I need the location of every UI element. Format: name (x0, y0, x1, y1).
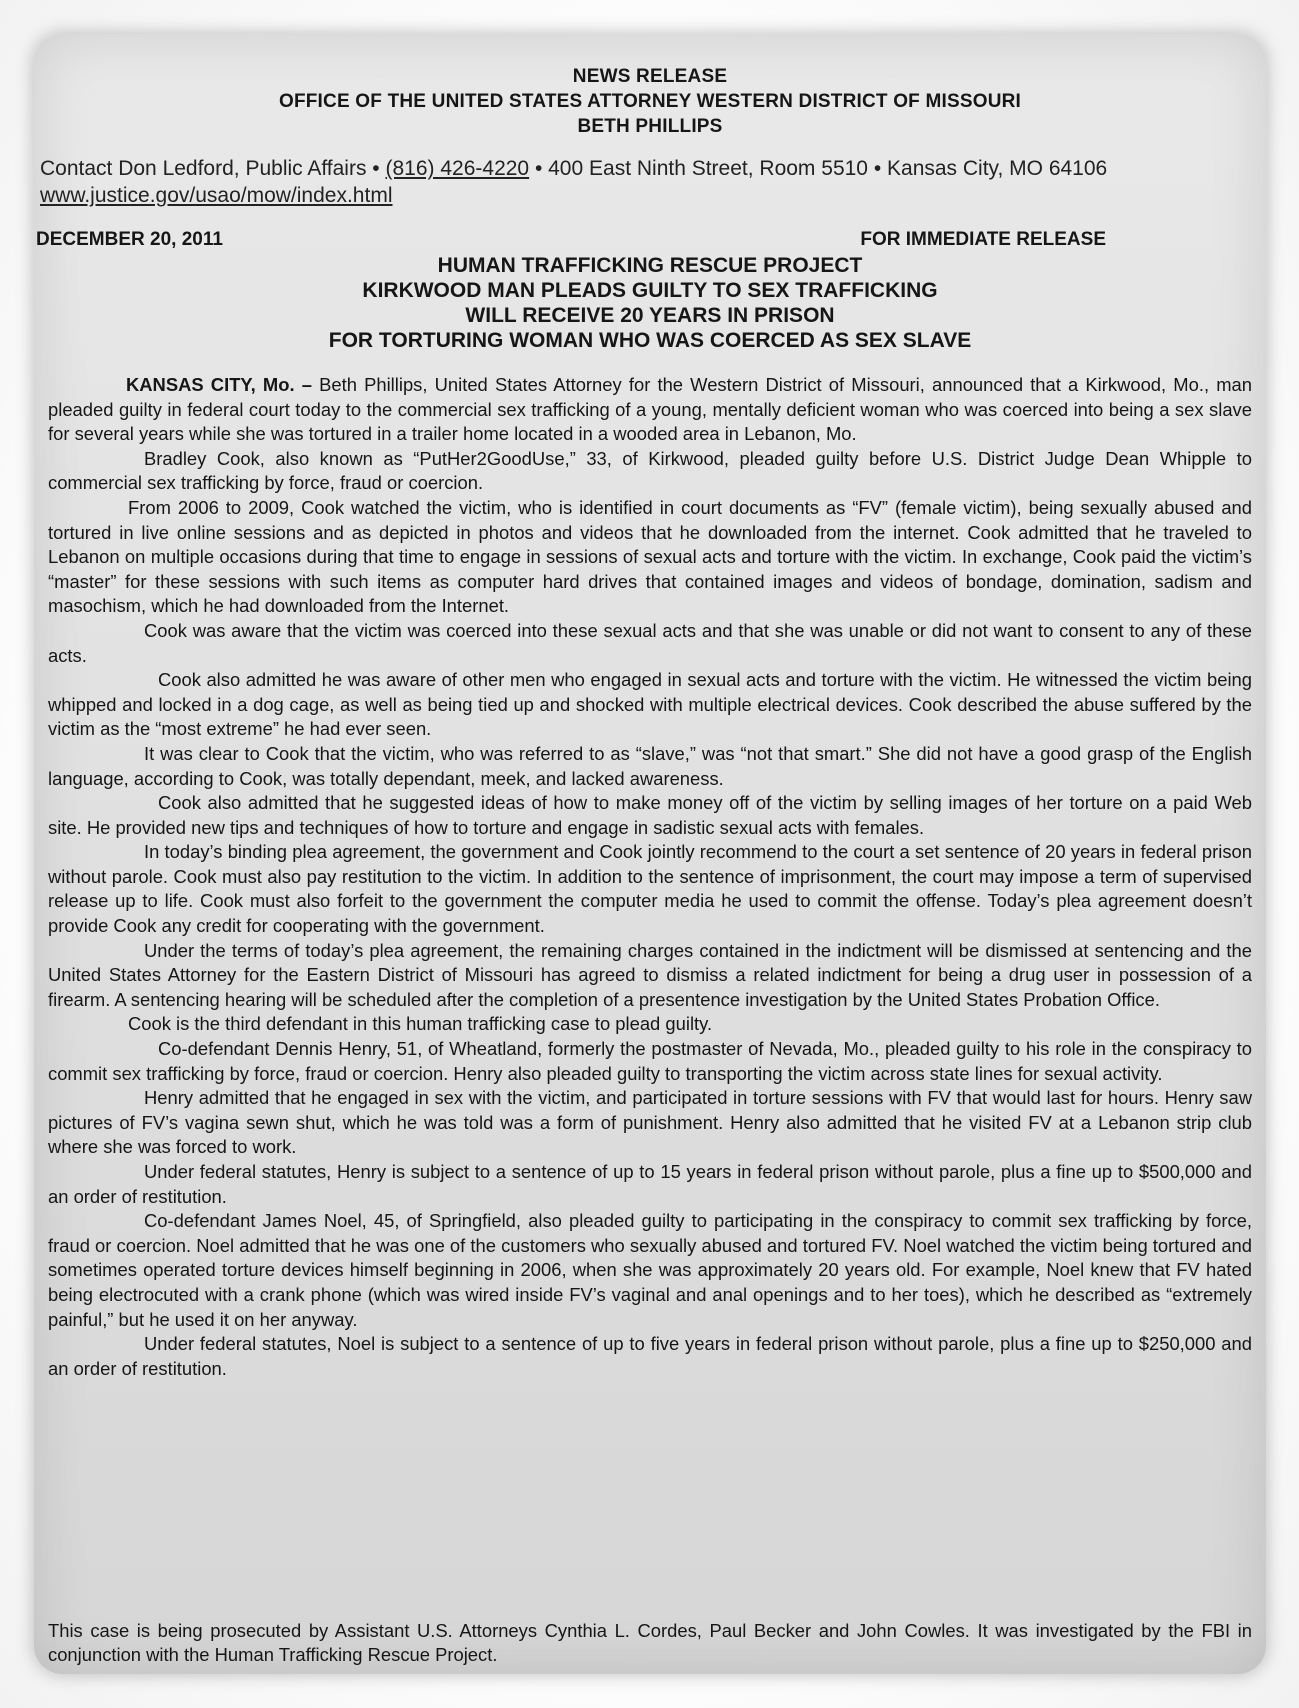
news-release-sheet (34, 34, 1266, 1674)
dateline-place: KANSAS CITY, Mo. – (126, 374, 312, 395)
contact-address: • 400 East Ninth Street, Room 5510 • Kansas City, MO 64106 (529, 157, 1108, 180)
contact-line (40, 155, 1254, 209)
paragraph-text: Beth Phillips, United States Attorney for the Western District of Missouri, announced that a Kirkwood, Mo., man pleaded guilty in federal court today to the commercial sex trafficking of a young, mentally deficient woman who was coerced into being a sex slave for several years while she was tortured in a trailer home located in a wooded area in Lebanon, Mo. (48, 374, 1252, 445)
dateline (36, 229, 1106, 251)
contact-phone: (816) 426-4220 (385, 157, 530, 180)
paragraph: Co-defendant James Noel, 45, of Springfield, also pleaded guilty to participating in the conspiracy to commit sex trafficking by force, fraud or coercion. Noel admitted that he was one of the customers who sexually abused and tortured FV. Noel watched the victim being tortured and sometimes operated torture devices himself beginning in 2006, when she was approximately 20 years old. For example, Noel knew that FV hated being electrocuted with a crank phone (which was wired inside FV’s vaginal and anal openings and to her toes), which he described as “extremely painful,” but he used it on her anyway. (48, 1210, 1252, 1330)
paragraph: Co-defendant Dennis Henry, 51, of Wheatland, formerly the postmaster of Nevada, Mo., pleaded guilty to his role in the conspiracy to commit sex trafficking by force, fraud or coercion. Henry also pleaded guilty to transporting the victim across state lines for sexual activity. (48, 1038, 1252, 1084)
header-office: OFFICE OF THE UNITED STATES ATTORNEY WESTERN DISTRICT OF MISSOURI (278, 91, 1022, 112)
release-body (48, 373, 1252, 1381)
contact-url: www.justice.gov/usao/mow/index.html (40, 184, 393, 207)
paragraph: Under federal statutes, Henry is subject to a sentence of up to 15 years in federal prison without parole, plus a fine up to $500,000 and an order of restitution. (48, 1161, 1252, 1207)
header-attorney: BETH PHILLIPS (577, 116, 723, 137)
headline-line: WILL RECEIVE 20 YEARS IN PRISON (465, 304, 835, 327)
header-title: NEWS RELEASE (572, 66, 728, 87)
contact-prefix: Contact Don Ledford, Public Affairs • (40, 157, 386, 180)
release-type: FOR IMMEDIATE RELEASE (860, 229, 1106, 250)
closing-paragraph: This case is being prosecuted by Assistant U.S. Attorneys Cynthia L. Cordes, Paul Becker and John Cowles. It was investigated by the FBI in conjunction with the Human Trafficking Rescue Project. (48, 1619, 1252, 1666)
paragraph: Under federal statutes, Noel is subject to a sentence of up to five years in federal prison without parole, plus a fine up to $250,000 and an order of restitution. (48, 1333, 1252, 1379)
headline-line: FOR TORTURING WOMAN WHO WAS COERCED AS SEX SLAVE (328, 329, 972, 352)
paragraph: Cook was aware that the victim was coerced into these sexual acts and that she was unable or did not want to consent to any of these acts. (48, 619, 1252, 666)
paragraph: Cook also admitted that he suggested ideas of how to make money off of the victim by selling images of her torture on a paid Web site. He provided new tips and techniques of how to torture and engage in sadistic sexual acts with females. (48, 792, 1252, 838)
paragraph (48, 373, 1252, 447)
paragraph: Under the terms of today’s plea agreement, the remaining charges contained in the indictment will be dismissed at sentencing and the United States Attorney for the Eastern District of Missouri has agreed to dismiss a related indictment for being a drug user in possession of a firearm. A sentencing hearing will be scheduled after the completion of a presentence investigation by the United States Probation Office. (48, 939, 1252, 1010)
headline-line: KIRKWOOD MAN PLEADS GUILTY TO SEX TRAFFICKING (362, 279, 938, 302)
paragraph: Cook is the third defendant in this human trafficking case to plead guilty. (128, 1013, 713, 1035)
paragraph: From 2006 to 2009, Cook watched the victim, who is identified in court documents as “FV” (female victim), being sexually abused and tortured in live online sessions and as depicted in photos and videos that he downloaded from the internet. Cook admitted that he traveled to Lebanon on multiple occasions during that time to engage in sessions of sexual acts and torture with the victim. In exchange, Cook paid the victim’s “master” for these sessions with such items as computer hard drives that contained images and videos of bondage, domination, sadism and masochism, which he had downloaded from the Internet. (48, 496, 1252, 617)
release-date: DECEMBER 20, 2011 (36, 229, 223, 250)
paragraph: In today’s binding plea agreement, the government and Cook jointly recommend to the court a set sentence of 20 years in federal prison without parole. Cook must also pay restitution to the victim. In addition to the sentence of imprisonment, the court may impose a term of supervised release up to life. Cook must also forfeit to the government the computer media he used to commit the offense. Today’s plea agreement doesn’t provide Cook any credit for cooperating with the government. (48, 841, 1252, 937)
paragraph: Cook also admitted he was aware of other men who engaged in sexual acts and torture with the victim. He witnessed the victim being whipped and locked in a dog cage, as well as being tied up and shocked with multiple electrical devices. Cook described the abuse suffered by the victim as the “most extreme” he had ever seen. (48, 669, 1252, 740)
paragraph: It was clear to Cook that the victim, who was referred to as “slave,” was “not that smart.” She did not have a good grasp of the English language, according to Cook, was totally dependant, meek, and lacked awareness. (48, 742, 1252, 789)
paragraph: Bradley Cook, also known as “PutHer2GoodUse,” 33, of Kirkwood, pleaded guilty before U.S. District Judge Dean Whipple to commercial sex trafficking by force, fraud or coercion. (48, 447, 1252, 494)
release-header (34, 64, 1266, 139)
paragraph: Henry admitted that he engaged in sex with the victim, and participated in torture sessions with FV that would last for hours. Henry saw pictures of FV’s vagina sewn shut, which he was told was a form of punishment. Henry also admitted that he visited FV at a Lebanon strip club where she was forced to work. (48, 1087, 1252, 1158)
headline (34, 253, 1266, 353)
headline-line: HUMAN TRAFFICKING RESCUE PROJECT (437, 254, 863, 277)
